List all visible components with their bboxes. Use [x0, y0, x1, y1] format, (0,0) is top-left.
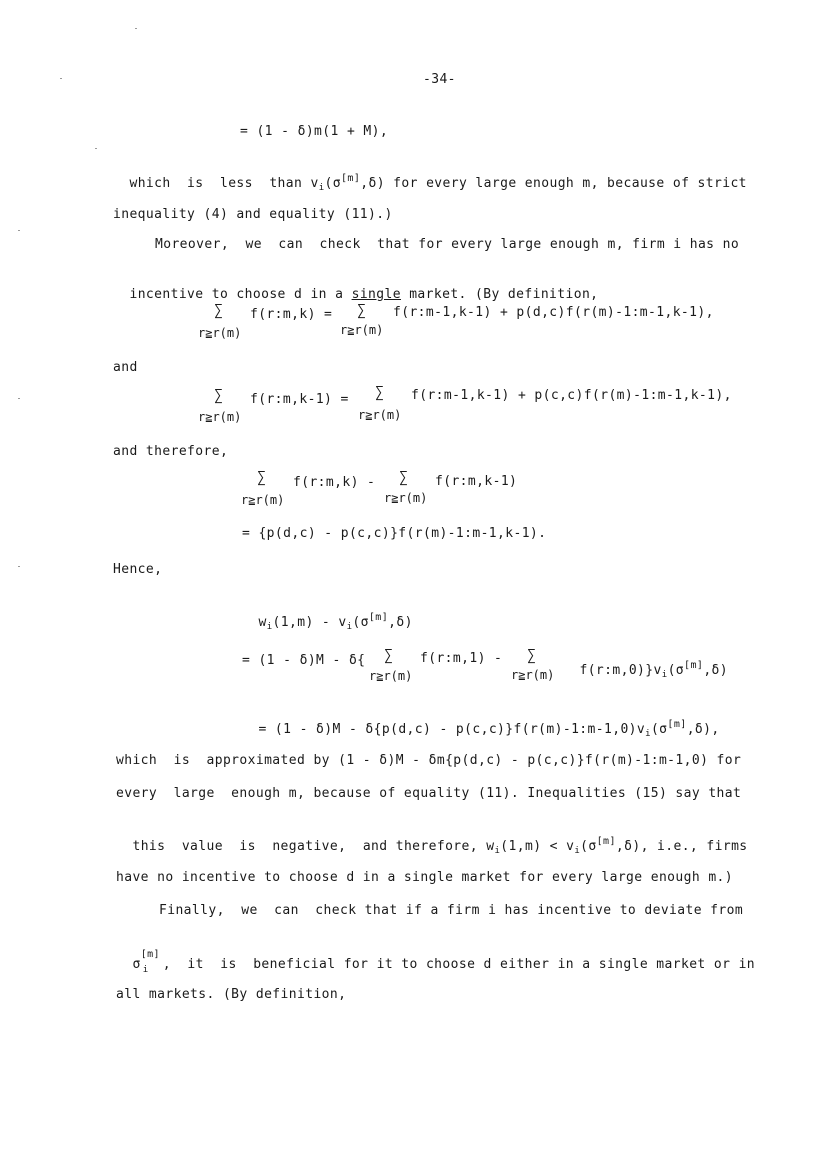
body-text-line: [116, 945, 756, 975]
text-run: (σ: [580, 839, 597, 854]
summation-sign: ∑: [527, 646, 537, 664]
superscript: [m]: [340, 173, 361, 184]
summation-range: r≧r(m): [358, 408, 402, 422]
summation-range: r≧r(m): [384, 491, 428, 505]
text-run: ,δ) for every large enough m, because of strict: [360, 176, 747, 191]
equation-text: f(r:m-1,k-1) + p(d,c)f(r(m)-1:m-1,k-1),: [393, 305, 714, 320]
equation-text: f(r:m,1) -: [420, 651, 503, 666]
scan-speck: [60, 78, 62, 79]
text-run: this value is negative, and therefore, w: [132, 839, 495, 854]
body-text-line: Hence,: [113, 562, 163, 577]
summation-sign: ∑: [214, 301, 224, 319]
body-text-line: and: [113, 360, 138, 375]
summation-range: r≧r(m): [340, 323, 384, 337]
text-run: , it is beneficial for it to choose d either in a single market or in: [162, 957, 756, 972]
equation-text: = (1 - δ)M - δ{: [242, 653, 366, 668]
body-text-line: Finally, we can check that if a firm i has incentive to deviate from: [159, 903, 744, 918]
superscript: [m]: [140, 949, 160, 960]
equation-text: f(r:m,k) -: [293, 475, 376, 490]
summation-sign: ∑: [399, 468, 409, 486]
text-run: = (1 - δ)M - δ{p(d,c) - p(c,c)}f(r(m)-1:m-1,0)v: [258, 722, 646, 737]
body-text-line: [113, 164, 747, 193]
text-run: ,δ),: [686, 722, 720, 737]
subscript: i: [346, 622, 353, 632]
underlined-word: single: [351, 287, 401, 302]
subscript: i: [142, 965, 149, 975]
summation-range: r≧r(m): [198, 410, 242, 424]
text-run: f(r:m,0)}v: [579, 663, 662, 678]
equation-line: = {p(d,c) - p(c,c)}f(r(m)-1:m-1,k-1).: [242, 526, 547, 541]
body-text-line: and therefore,: [113, 444, 229, 459]
scan-speck: [18, 230, 20, 231]
scan-speck: [135, 28, 137, 29]
text-run: which is less than v: [129, 176, 319, 191]
text-run: w: [258, 615, 267, 630]
summation-sign: ∑: [357, 301, 367, 319]
subscript: i: [494, 846, 501, 856]
summation-sign: ∑: [384, 646, 394, 664]
equation-line: = (1 - δ)m(1 + M),: [240, 124, 389, 139]
text-run: (σ: [324, 176, 341, 191]
text-run: ,δ), i.e., firms: [615, 839, 748, 854]
summation-range: r≧r(m): [198, 326, 242, 340]
text-run: σ: [132, 957, 141, 972]
text-run: (1,m) < v: [500, 839, 575, 854]
scan-speck: [18, 398, 20, 399]
page-number: -34-: [423, 72, 456, 87]
text-run: ,δ): [388, 615, 413, 630]
scan-speck: [18, 566, 20, 567]
text-run: (1,m) - v: [272, 615, 347, 630]
summation-range: r≧r(m): [369, 669, 413, 683]
body-text-line: have no incentive to choose d in a single market for every large enough m.): [116, 870, 733, 885]
subscript: i: [266, 622, 273, 632]
text-run: market. (By definition,: [400, 287, 599, 302]
equation-text: [563, 651, 728, 680]
subscript: i: [661, 670, 668, 680]
summation-sign: ∑: [214, 386, 224, 404]
body-text-line: every large enough m, because of equality (11). Inequalities (15) say that: [116, 786, 742, 801]
text-run: (σ: [650, 722, 668, 737]
superscript: [m]: [596, 836, 616, 847]
body-text-line: which is approximated by (1 - δ)M - δm{p(d,c) - p(c,c)}f(r(m)-1:m-1,0) for: [116, 753, 742, 768]
scan-speck: [95, 148, 97, 149]
superscript: [m]: [667, 719, 687, 730]
body-text-line: [116, 827, 748, 856]
text-run: (σ: [352, 615, 369, 630]
superscript: [m]: [368, 612, 389, 623]
subscript: i: [645, 729, 651, 739]
equation-text: f(r:m-1,k-1) + p(c,c)f(r(m)-1:m-1,k-1),: [411, 388, 732, 403]
text-run: (σ: [667, 663, 685, 678]
equation-line: [242, 710, 720, 739]
equation-text: f(r:m,k-1): [435, 474, 518, 489]
equation-text: f(r:m,k) =: [250, 307, 333, 322]
body-text-line: Moreover, we can check that for every large enough m, firm i has no: [155, 237, 740, 252]
text-run: incentive to choose d in a: [129, 287, 352, 302]
equation-text: f(r:m,k-1) =: [250, 392, 349, 407]
subscript: i: [318, 183, 325, 193]
equation-line: [242, 603, 413, 632]
body-text-line: all markets. (By definition,: [116, 987, 347, 1002]
summation-range: r≧r(m): [511, 668, 555, 682]
body-text-line: [113, 275, 598, 301]
superscript: [m]: [684, 660, 704, 671]
summation-sign: ∑: [375, 383, 385, 401]
body-text-line: inequality (4) and equality (11).): [113, 207, 393, 222]
text-run: ,δ): [703, 663, 728, 678]
summation-sign: ∑: [257, 468, 267, 486]
subscript: i: [574, 846, 581, 856]
summation-range: r≧r(m): [241, 493, 285, 507]
